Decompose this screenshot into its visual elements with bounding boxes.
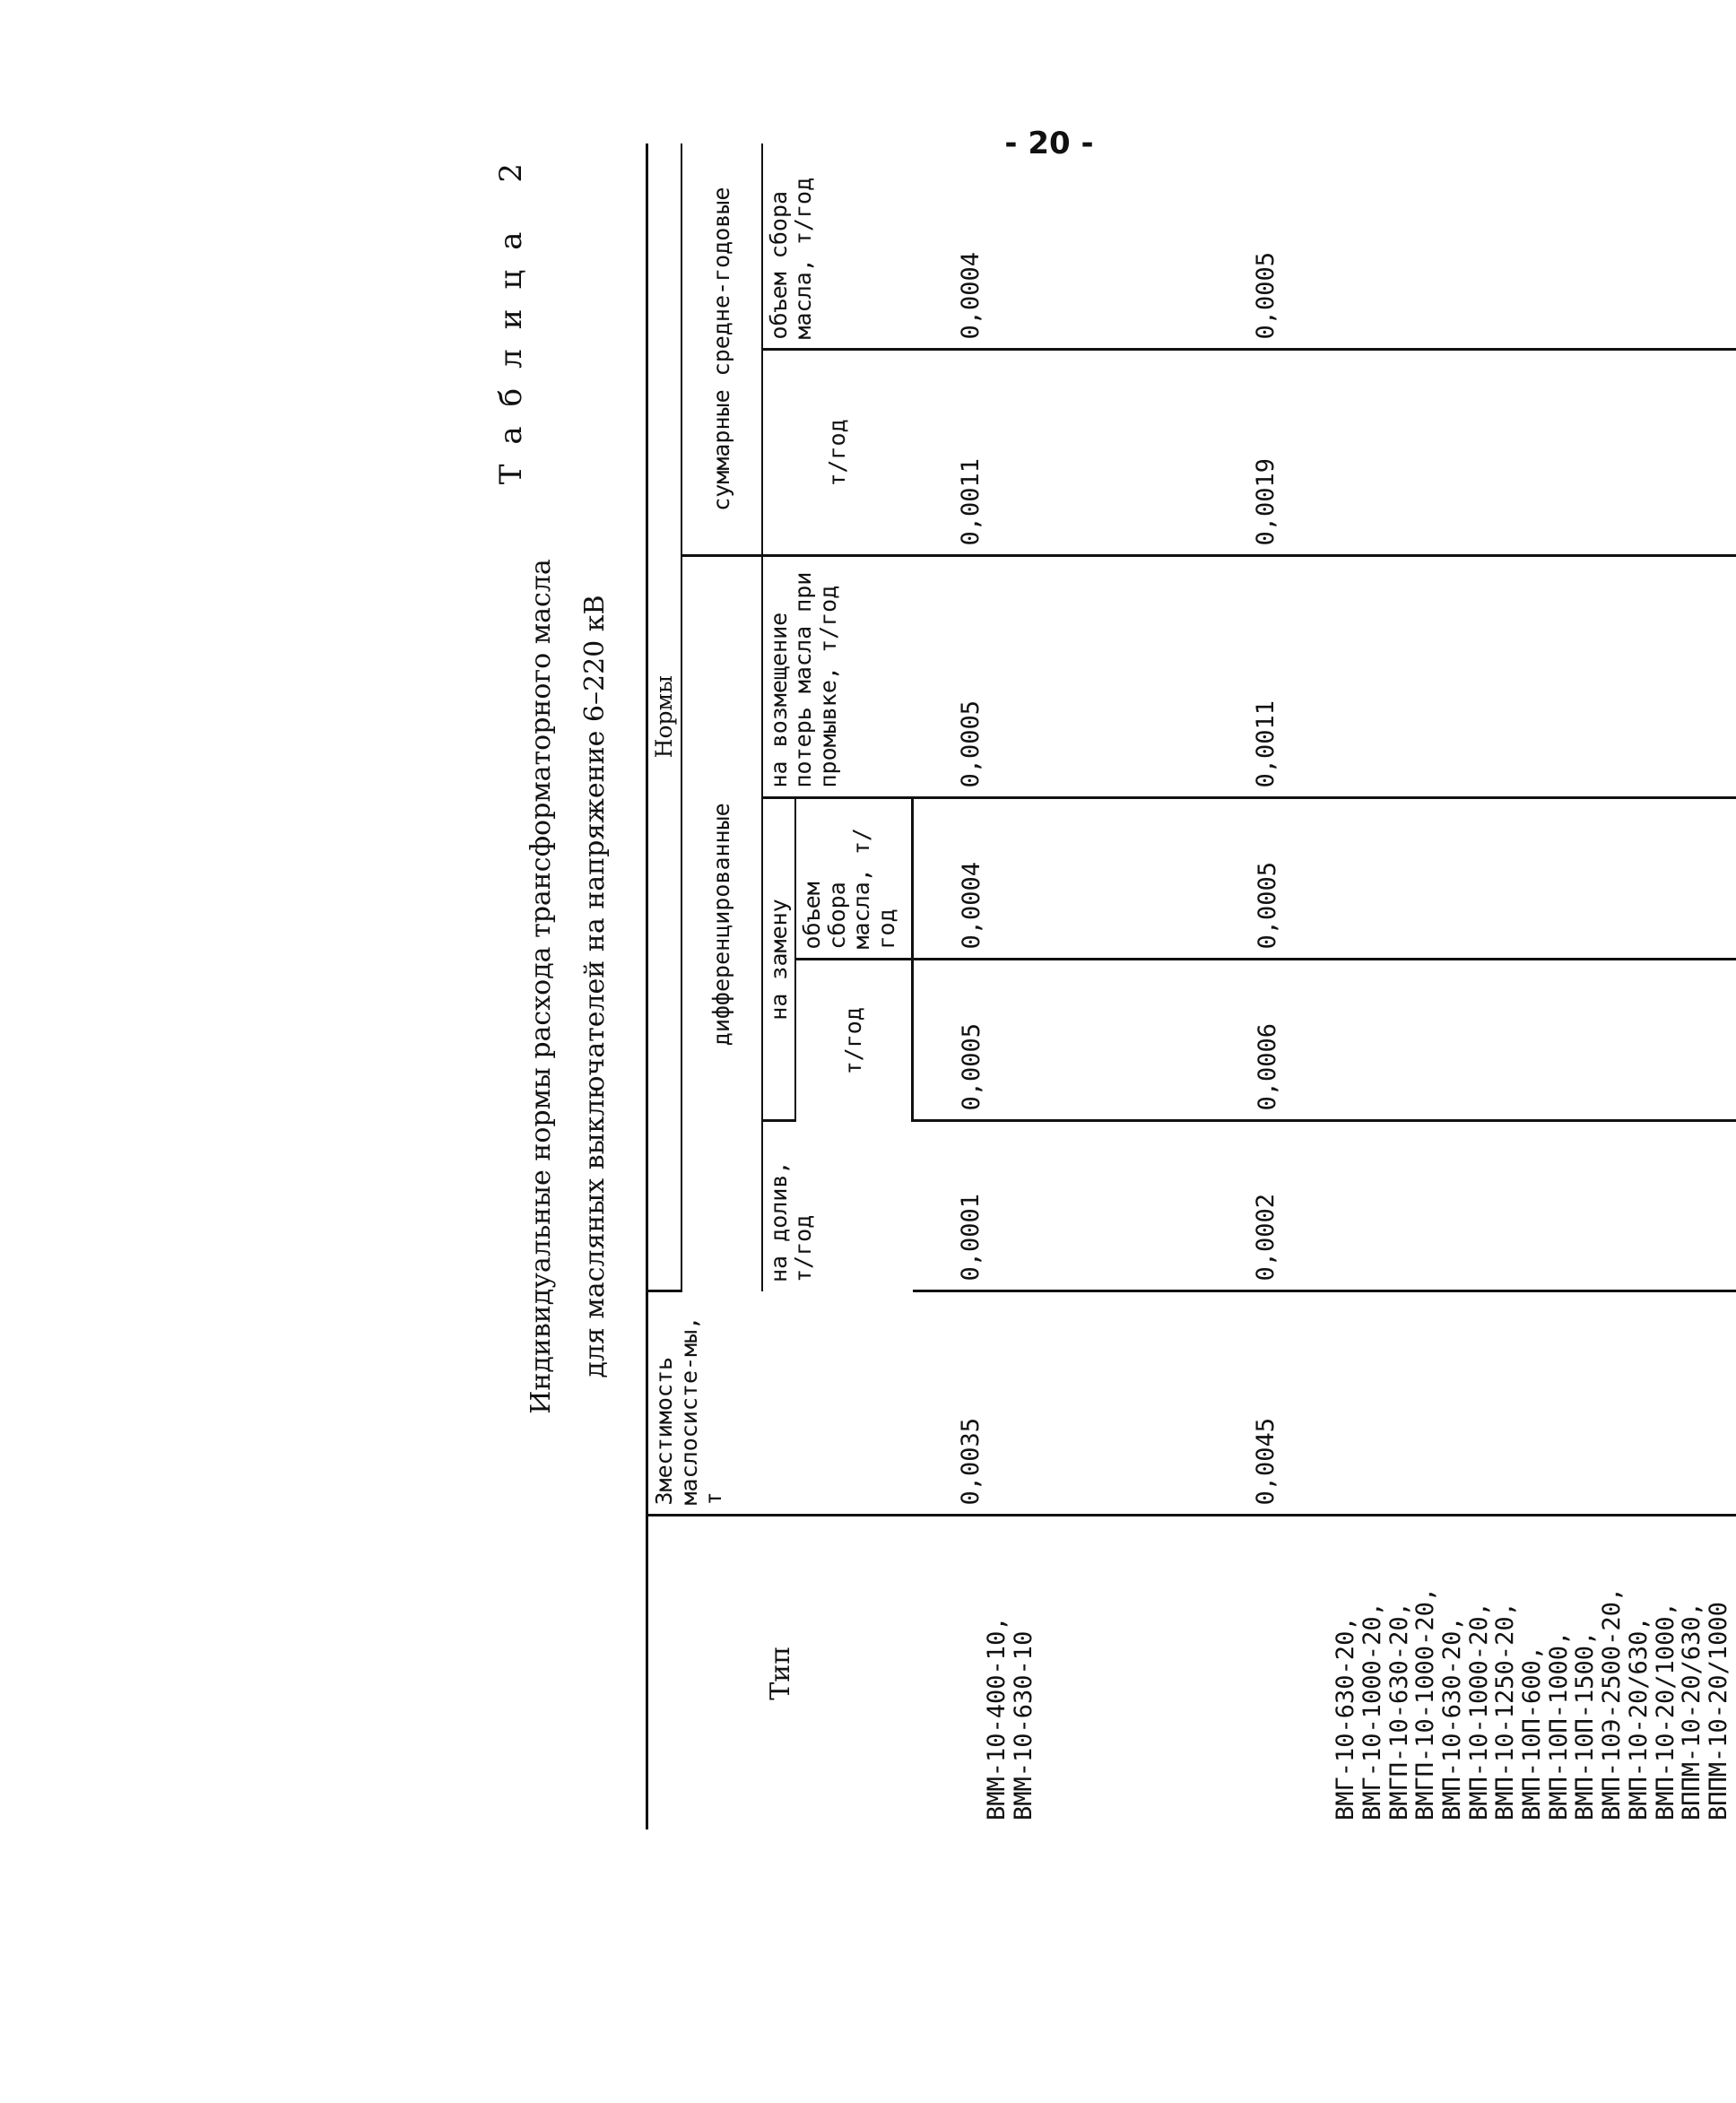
- row-types: ВММ-10-400-10, ВММ-10-630-10: [983, 1616, 1037, 1821]
- rotated-table-block: [493, 143, 1732, 1829]
- header-capacity: Зместимость маслосисте-мы, т: [647, 1291, 913, 1516]
- header-differentiated: дифференцированные: [681, 556, 762, 1291]
- row-capacity-cell: [913, 1291, 1736, 1516]
- row-flushing-cell: [913, 556, 1736, 798]
- header-topping: на долив, т/год: [765, 1160, 816, 1282]
- row-topping: 0,0001: [956, 1193, 985, 1282]
- row-total-collection-cell: [913, 143, 1736, 350]
- row-total-t-year: 0,0011: [956, 457, 985, 546]
- row-flushing: 0,0005: [956, 700, 985, 788]
- row-total-t-year: 0,0019: [1252, 457, 1280, 546]
- norms-table: [646, 143, 1736, 1829]
- header-total-t-year: т/год: [762, 350, 913, 556]
- table-title-line-1: Индивидуальные нормы расхода трансформаторного масла: [525, 559, 557, 1414]
- header-flushing: на возмещение потерь масла при промывке, т/год: [762, 556, 913, 798]
- row-total-t-year-cell: [913, 350, 1736, 556]
- table-caption: [493, 143, 637, 1829]
- row-repl-collection-cell: [913, 798, 1736, 960]
- table-label: Таблица 2: [493, 143, 529, 485]
- header-repl-t-year: т/год: [795, 960, 913, 1121]
- header-replacement: на замену: [762, 798, 796, 1121]
- row-repl-collection: 0,0005: [1253, 861, 1281, 950]
- row-repl-t-year: 0,0006: [1253, 1022, 1281, 1111]
- row-topping-cell: [913, 1121, 1736, 1291]
- row-topping: 0,0002: [1252, 1193, 1280, 1282]
- row-repl-t-year-cell: [913, 960, 1736, 1121]
- header-norms: Нормы: [647, 143, 681, 1291]
- row-capacity: 0,0045: [1252, 1417, 1280, 1506]
- row-types-cell: [913, 1516, 1736, 1829]
- row-total-collection: 0,0004: [956, 251, 985, 340]
- row-repl-collection: 0,0004: [958, 861, 985, 950]
- row-types: ВМГ-10-630-20, ВМГ-10-1000-20, ВМГП-10-630-20, ВМГП-10-1000-20, ВМП-10-630-20, ВМП-10-1000-20, ВМП-10-1250-20, ВМП-10П-600, ВМП-10П-1000, ВМП-10П-1500, ВМП-10Э-2500-20, ВМП-10-20/630, ВМП-10-20/1000, ВППМ-10-20/630, ВППМ-10-20/1000: [1332, 1586, 1732, 1821]
- page-number: - 20 -: [1004, 126, 1094, 161]
- row-repl-t-year: 0,0005: [958, 1022, 985, 1111]
- row-flushing: 0,0011: [1252, 700, 1280, 788]
- table-row: [913, 143, 1736, 1829]
- header-repl-collection: объем сбора масла, т/год: [795, 798, 913, 960]
- row-capacity: 0,0035: [956, 1417, 985, 1506]
- header-type: Тип: [647, 1516, 913, 1829]
- row-total-collection: 0,0005: [1252, 251, 1280, 340]
- header-total: суммарные средне-годовые: [681, 143, 762, 556]
- header-total-collection: объем сбора масла, т/год: [762, 143, 913, 350]
- table-title-line-2: для масляных выключателей на напряжение 6–220 кВ: [579, 595, 611, 1378]
